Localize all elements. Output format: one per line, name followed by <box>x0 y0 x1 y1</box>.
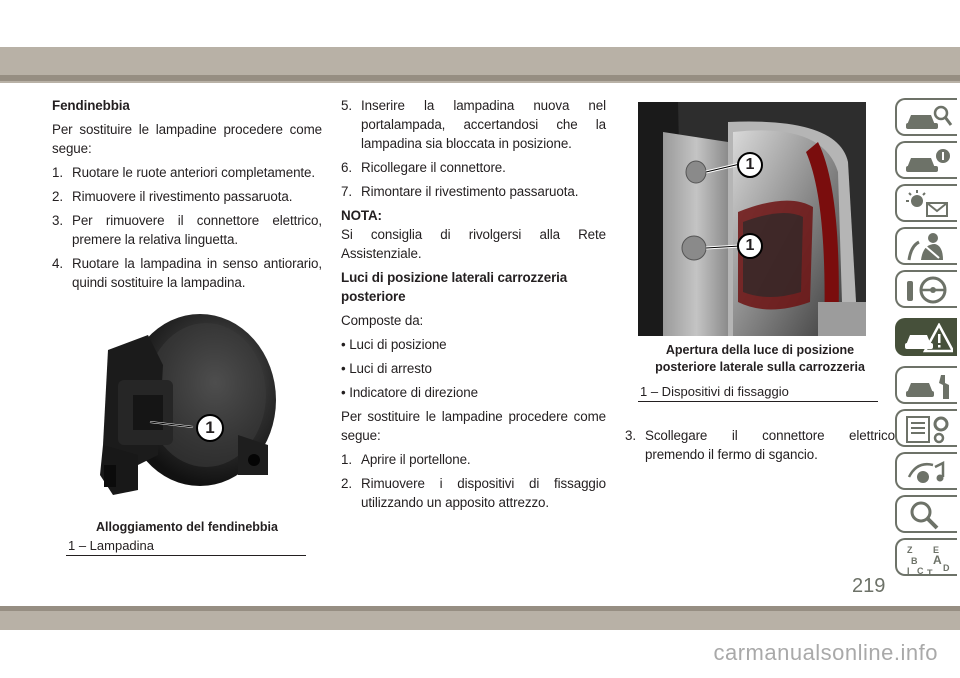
list-item: 4. Ruotare la lampadina in senso antiorario, quindi sostituire la lampadina. <box>52 256 322 290</box>
figure-legend: 1 – Dispositivi di fissaggio <box>640 384 789 399</box>
tail-light-photo <box>638 102 866 336</box>
car-info-icon <box>903 146 953 176</box>
fog-lamp-photo <box>88 305 283 510</box>
car-warning-icon <box>903 323 953 353</box>
legend-rule <box>66 555 306 556</box>
top-margin <box>0 0 960 47</box>
svg-text:A: A <box>933 553 942 567</box>
tab-multimedia[interactable] <box>895 452 957 490</box>
figure-caption: Alloggiamento del fendinebbia <box>96 520 278 534</box>
multimedia-icon <box>903 457 953 487</box>
car-wrench-icon <box>903 371 953 401</box>
note-text: Si consiglia di rivolgersi alla Rete Assistenziale. <box>341 227 606 261</box>
svg-text:T: T <box>927 568 933 577</box>
tab-safety[interactable] <box>895 227 957 265</box>
bullet-item: • Luci di posizione <box>341 337 447 352</box>
figure-caption: Apertura della luce di posizione posteriore laterale sulla carrozzeria <box>655 343 865 374</box>
svg-text:Z: Z <box>907 545 913 555</box>
list-item: 1. Aprire il portellone. <box>341 452 471 467</box>
search-magnifier-icon <box>903 500 953 530</box>
list-item: 1. Ruotare le ruote anteriori completamente. <box>52 165 316 180</box>
specifications-icon <box>903 414 953 444</box>
steering-start-icon <box>903 275 953 305</box>
list-item: 2. Rimuovere i dispositivi di fissaggio utilizzando un apposito attrezzo. <box>341 476 606 510</box>
intro-text: Per sostituire le lampadine procedere come segue: <box>341 409 606 443</box>
composed-label: Composte da: <box>341 313 424 328</box>
tab-emergency[interactable] <box>895 318 957 356</box>
figure-legend: 1 – Lampadina <box>68 538 155 553</box>
index-letters-icon <box>903 543 953 577</box>
list-item: 3. Scollegare il connettore elettrico premendo il fermo di sgancio. <box>625 428 895 462</box>
watermark: carmanualsonline.info <box>713 640 938 665</box>
bullet-item: • Indicatore di direzione <box>341 385 478 400</box>
svg-text:D: D <box>943 563 950 573</box>
page-number: 219 <box>852 575 886 597</box>
column-right <box>625 426 895 469</box>
svg-text:I: I <box>907 566 910 576</box>
callout-marker: 1 <box>737 233 763 259</box>
tab-lights[interactable] <box>895 184 957 222</box>
list-item: 5. Inserire la lampadina nuova nel portalampada, accertandosi che la lampadina sia bloccata in posizione. <box>341 98 606 151</box>
tab-starting-driving[interactable] <box>895 270 957 308</box>
list-item: 2. Rimuovere il rivestimento passaruota. <box>52 189 293 204</box>
light-message-icon <box>903 189 953 219</box>
column-left <box>52 96 322 297</box>
list-item: 7. Rimontare il rivestimento passaruota. <box>341 184 579 199</box>
section-heading: Luci di posizione laterali carrozzeria posteriore <box>341 270 568 304</box>
callout-marker: 1 <box>196 414 224 442</box>
bullet-item: • Luci di arresto <box>341 361 432 376</box>
seatbelt-airbag-icon <box>903 232 953 262</box>
list-item: 3. Per rimuovere il connettore elettrico, premere la relativa linguetta. <box>52 213 322 247</box>
svg-text:E: E <box>933 545 940 555</box>
intro-text: Per sostituire le lampadine procedere come segue: <box>52 122 322 156</box>
footer-band-stripe <box>0 606 960 611</box>
legend-rule <box>638 401 878 402</box>
car-search-icon <box>903 103 953 133</box>
callout-marker: 1 <box>737 152 763 178</box>
svg-text:C: C <box>917 566 924 576</box>
tab-vehicle-overview[interactable] <box>895 98 957 136</box>
tab-index[interactable] <box>895 538 957 576</box>
tab-search[interactable] <box>895 495 957 533</box>
tab-servicing[interactable] <box>895 366 957 404</box>
tab-specifications[interactable] <box>895 409 957 447</box>
svg-text:B: B <box>911 556 918 566</box>
tab-instruments[interactable] <box>895 141 957 179</box>
note-label: NOTA: <box>341 208 382 223</box>
column-middle <box>341 96 606 517</box>
header-band-stripe <box>0 75 960 81</box>
list-item: 6. Ricollegare il connettore. <box>341 160 506 175</box>
section-heading: Fendinebbia <box>52 98 130 113</box>
